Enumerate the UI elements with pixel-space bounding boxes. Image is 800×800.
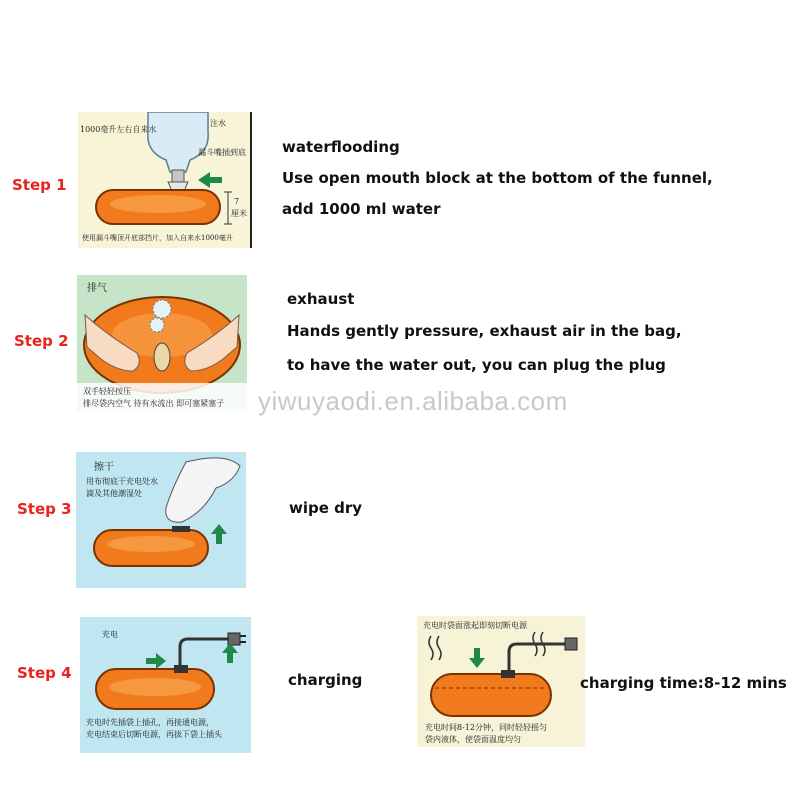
step-2-title: exhaust (287, 290, 355, 308)
step-4-title: charging (288, 671, 363, 689)
step-4-illustration (80, 617, 251, 753)
charging-time-caption: charging time:8-12 mins (580, 674, 787, 692)
step-2-line-2: to have the water out, you can plug the plug (287, 356, 666, 374)
svg-text:排尽袋内空气 待有水流出 即可塞紧塞子: 排尽袋内空气 待有水流出 即可塞紧塞子 (83, 399, 225, 408)
svg-text:排气: 排气 (87, 283, 107, 294)
svg-text:使用漏斗嘴顶开底部挡片，加入自来水1000毫升: 使用漏斗嘴顶开底部挡片，加入自来水1000毫升 (82, 234, 233, 242)
svg-text:充电时间8-12分钟，同时轻轻摇匀: 充电时间8-12分钟，同时轻轻摇匀 (425, 723, 547, 732)
svg-text:充电结束后切断电源，再拔下袋上插头: 充电结束后切断电源，再拔下袋上插头 (86, 730, 222, 739)
step-3-illustration (76, 452, 246, 588)
svg-text:滴及其他潮湿处: 滴及其他潮湿处 (86, 489, 142, 498)
svg-text:双手轻轻按压: 双手轻轻按压 (83, 387, 131, 396)
step-3-title: wipe dry (289, 499, 363, 517)
step-2-label: Step 2 (14, 332, 69, 350)
step-1-label: Step 1 (12, 176, 67, 194)
step-4-label: Step 4 (17, 664, 72, 682)
step-2-illustration (77, 275, 247, 411)
step-1-title: waterflooding (282, 138, 400, 156)
step-2-line-1: Hands gently pressure, exhaust air in the bag, (287, 322, 682, 340)
step-3-label: Step 3 (17, 500, 72, 518)
svg-text:充电时袋面涨起即刻切断电源: 充电时袋面涨起即刻切断电源 (423, 621, 527, 630)
svg-text:厘米: 厘米 (231, 209, 247, 218)
svg-text:7: 7 (234, 197, 240, 206)
svg-text:充电时先插袋上插孔，再接通电源，: 充电时先插袋上插孔，再接通电源， (86, 718, 214, 727)
svg-text:用布彻底干充电处水: 用布彻底干充电处水 (86, 477, 158, 486)
svg-text:1000毫升左右自来水: 1000毫升左右自来水 (80, 125, 157, 134)
step-1-line-2: add 1000 ml water (282, 200, 441, 218)
step-1-line-1: Use open mouth block at the bottom of the funnel, (282, 169, 713, 187)
svg-text:注水: 注水 (210, 119, 226, 128)
watermark: yiwuyaodi.en.alibaba.com (258, 386, 568, 416)
svg-text:袋内液体，使袋面温度均匀: 袋内液体，使袋面温度均匀 (425, 735, 521, 744)
step-1-illustration (78, 112, 252, 248)
svg-text:充电: 充电 (102, 630, 118, 639)
svg-text:擦干: 擦干 (94, 462, 114, 473)
charging-illustration (417, 616, 585, 747)
svg-text:漏斗嘴插到底: 漏斗嘴插到底 (198, 148, 246, 157)
